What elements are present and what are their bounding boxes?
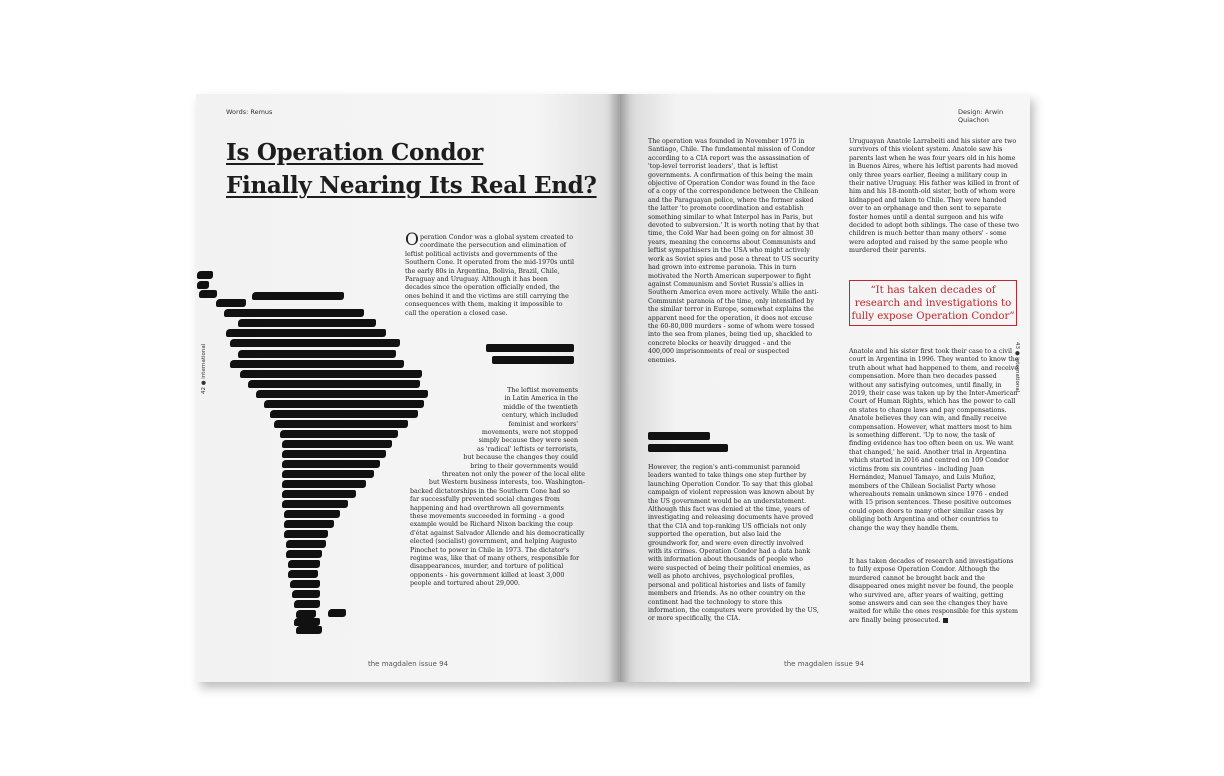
right-section-label: 43 ● international bbox=[1014, 342, 1020, 393]
redaction-bar bbox=[648, 432, 710, 440]
end-mark-icon bbox=[943, 618, 948, 623]
redaction-bar bbox=[492, 356, 574, 364]
col1-paragraph-1: The operation was founded in November 1975 in Santiago, Chile. The fundamental mission of Condor according to a CIA report was the assassination of 'top-level terrorist leaders', that is leftist governments. A confirmation of this being the main objective of Operation Condor was found in the face of a copy of the correspondence between the Chilean and the Paraguayan police, where the former asked the latter 'to promote coordination and establish something similar to what Interpol has in Paris, but devoted to subversion.' It is worth noting that by that time, the Cold War had been going on for almost 30 years, meaning the concerns about Communists and leftist sympathisers in the USA who might actively work as Soviet spies and pose a threat to US security had grown into extreme paranoia. This in turn motivated the North American superpower to fight against Communism and Soviet Russia's allies in Southern America even more actively. While the anti-Communist paranoia of the time, only intensified by the similar terror in Europe, somewhat explains the apparent need for the operation, it does not excuse the 60-80,000 murders - some of whom were tossed into the sea from planes, being tied up, shackled to concrete blocks or heavily drugged - and the 400,000 imprisonments of real or suspected enemies. bbox=[648, 138, 820, 364]
right-page-footer: the magdalen issue 94 bbox=[784, 660, 865, 668]
headline bbox=[226, 136, 597, 202]
spine-gutter bbox=[608, 94, 630, 682]
left-page bbox=[196, 94, 620, 682]
magazine-spread bbox=[196, 94, 1030, 684]
body-text-block: The leftist movements in Latin America in the middle of the twentieth century, which included feminist and workers' movements, were not stopped simply because they were seen as 'radical' leftists or terrorists, but because the changes they could bring to their governments would bbox=[463, 387, 578, 470]
redaction-bar bbox=[648, 444, 728, 452]
left-page-footer: the magdalen issue 94 bbox=[368, 660, 449, 668]
left-section-label: 42 ● international bbox=[201, 343, 207, 394]
headline-line-2: Finally Nearing Its Real End? bbox=[226, 172, 597, 199]
redaction-bar bbox=[486, 344, 574, 352]
writer-credit: Words: Remus bbox=[226, 108, 273, 116]
col2-paragraph-3: It has taken decades of research and investigations to fully expose Operation Condor. Although the murdered cannot be brought back and the disappeared ones might never be found, the people who survived are, after years of waiting, getting some answers and can see the changes they have waited for while the ones responsible for this system are finally being prosecuted. bbox=[849, 558, 1018, 624]
right-page bbox=[620, 94, 1030, 682]
col2-paragraph-2: Anatole and his sister first took their case to a civil court in Argentina in 1996. They wanted to know the truth about what had happened to them, and receive compensation. More than two decades passed without any satisfying outcomes, until finally, in 2019, their case was taken up by the Inter-American Court of Human Rights, which has the power to call on states to change laws and pay compensations. Anatole believes they can win, and finally receive compensation. However, what matters most to him is something different. 'Up to now, the task of finding evidence has too often been on us. We want that changed,' he said. Another trial in Argentina which started in 2016 and centred on 109 Condor victims from six countries - including Juan Hernández, Manuel Tamayo, and Luis Muñoz, members of the Chilean Socialist Party whose whereabouts remain unknown since 1976 - ended with 15 prison sentences. These positive outcomes could open doors to many other similar cases by obliging both Argentina and other countries to change the way they handle them. bbox=[849, 348, 1019, 532]
intro-paragraph: Operation Condor was a global system created to coordinate the persecution and elimination of leftist political activists and governments of the Southern Cone. It operated from the mid-1970s until the early 80s in Argentina, Bolivia, Brazil, Chile, Paraguay and Uruguay. Although it has been decades since the operation officially ended, the ones behind it and the victims are still carrying the consequences with them, making it impossible to call the operation a closed case. bbox=[405, 230, 575, 317]
headline-line-1: Is Operation Condor bbox=[226, 139, 484, 166]
designer-credit: Design: Arwin Quiachon bbox=[958, 108, 1004, 124]
body-text-block-lower: threaten not only the power of the local elite but Western business interests, too. Washington- backed dictatorships in the Southern Cone had so far successfully prevented social changes from happening and had overthrown all governments these movements succeeded in forming - a good example would be Richard Nixon backing the coup d'état against Salvador Allende and his democratically elected (socialist) government, and helping Augusto Pinochet to power in Chile in 1973. The dictator's regime was, like that of many others, responsible for disappearances, murder, and torture of political opponents - his government killed at least 3,000 people and tortured about 29,000. bbox=[410, 471, 585, 588]
col1-paragraph-2: However, the region's anti-communist paranoid leaders wanted to take things one step further by launching Operation Condor. To say that this global campaign of violent repression was known about by the US government would be an understatement. Although this fact was denied at the time, years of investigating and releasing documents have proved that the CIA and top-ranking US officials not only supported the operation, but also laid the groundwork for, and were even directly involved with its crimes. Operation Condor had a data bank with information about thousands of people who were suspected of being their political enemies, as well as photo archives, psychological profiles, personal and political histories and lists of family members and friends. As no other country on the continent had the technology to store this information, the computers were provided by the US, or more specifically, the CIA. bbox=[648, 464, 819, 623]
pull-quote: “It has taken decades of research and investigations to fully expose Operation Condor” bbox=[849, 280, 1017, 326]
col2-paragraph-1: Uruguayan Anatole Larrabeiti and his sister are two survivors of this violent system. Anatole saw his parents last when he was four years old in his home in Buenos Aires, where his leftist parents had moved only three years earlier, fleeing a military coup in their native Uruguay. His father was killed in front of him and his 18-month-old sister, both of whom were kidnapped and taken to Chile. They were handed over to an orphanage and then sent to separate foster homes until a dental surgeon and his wife decided to adopt both siblings. The case of these two children is much better than many others' - some were adopted and raised by the same people who murdered their parents. bbox=[849, 138, 1019, 255]
